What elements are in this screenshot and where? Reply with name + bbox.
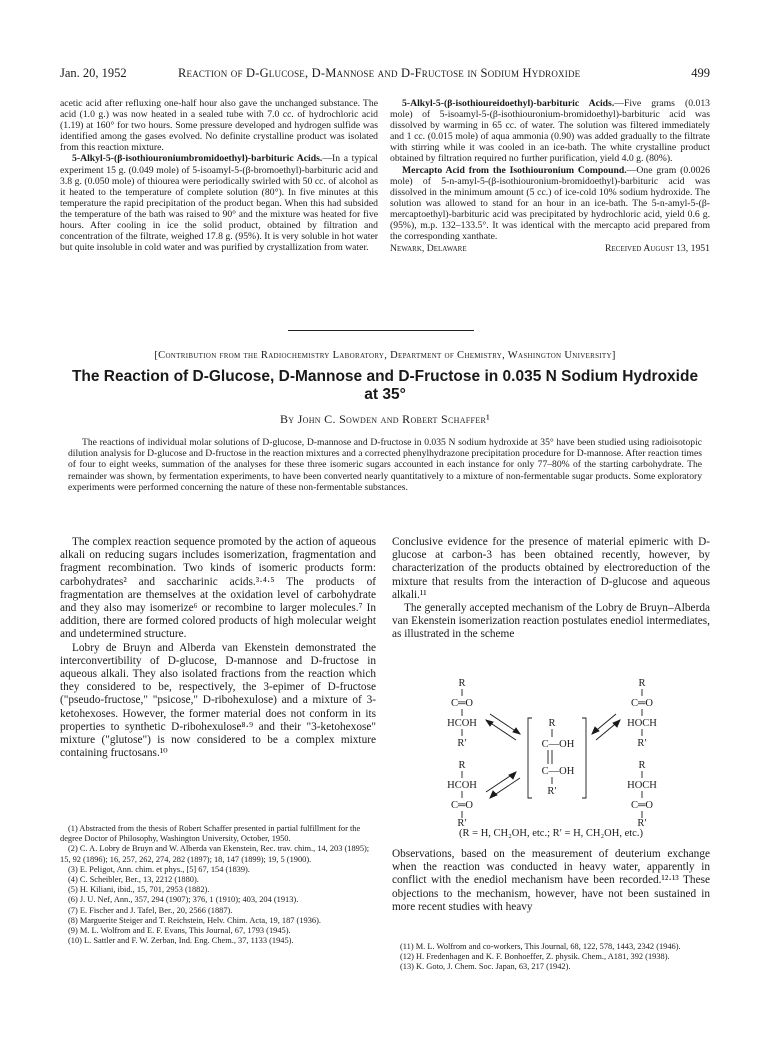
scheme-label: R: [638, 760, 646, 771]
scheme-label: R: [458, 678, 466, 689]
article-authors: By John C. Sowden and Robert Schaffer¹: [280, 412, 490, 426]
isomerization-scheme: [392, 676, 710, 839]
footnote: (8) Marguerite Steiger and T. Reichstein, Helv. Chim. Acta, 19, 187 (1936).: [68, 915, 321, 925]
paragraph: Conclusive evidence for the presence of material epimeric with D-glucose at carbon-3 has been obtained recently, however, by characterization of the products obtained by electroreduction of the mixture that results from the interaction of D-glucose and aqueous alkali.¹¹: [392, 536, 710, 601]
paragraph: acetic acid after refluxing one-half hour also gave the unchanged substance. The acid (1.0 g.) was now heated in a sealed tube with 7.0 cc. of hydrochloric acid (1.19) at 160° for two hours. Some pressure developed and hydrogen sulfide was identified among the gases evolved. No definite crystalline product was isolated from this reaction mixture.: [60, 98, 378, 154]
footnote: (9) M. L. Wolfrom and E. F. Evans, This Journal, 67, 1793 (1945).: [68, 926, 291, 936]
footnote: (10) L. Sattler and F. W. Zerban, Ind. Eng. Chem., 37, 1133 (1945).: [68, 936, 294, 946]
body-left-column: [60, 536, 376, 760]
footnote: (6) J. U. Nef, Ann., 357, 294 (1907); 376, 1 (1910); 403, 204 (1913).: [68, 895, 299, 905]
scheme-label: C═O: [450, 800, 474, 811]
signature-line: [390, 243, 710, 254]
scheme-label: R′: [637, 818, 647, 826]
footnote: (1) Abstracted from the thesis of Robert Schaffer presented in partial fulfillment for the degree Doctor of Philosophy, Washington University, October, 1950.: [60, 824, 361, 844]
footnotes-left: [60, 824, 376, 946]
scheme-label: HCOH: [447, 718, 477, 729]
footnote: (11) M. L. Wolfrom and co-workers, This Journal, 68, 122, 578, 1443, 2342 (1946).: [400, 942, 681, 951]
footnote: (5) H. Kiliani, ibid., 15, 701, 2953 (1882).: [68, 885, 210, 895]
scheme-label: R′: [457, 738, 467, 749]
page-number: 499: [691, 66, 710, 80]
scheme-label: HOCH: [627, 780, 657, 791]
section-divider: [288, 330, 474, 331]
paragraph: The complex reaction sequence promoted by the action of aqueous alkali on reducing sugars includes isomerization, fragmentation and fragment recombination. Two kinds of isomeric products form: carbohydrates² and saccharinic acids.³·⁴·⁵ The products of fragmentation are themselves at the oxidation level of carbohydrate and they also may isomerize⁶ or recombine to larger molecules.⁷ In addition, there are formed colored products of high molecular weight and undetermined structure.: [60, 536, 376, 641]
scheme-label: C═O: [450, 698, 474, 709]
scheme-label: C—OH: [541, 739, 575, 750]
scheme-caption: (R = H, CH₂OH, etc.; R′ = H, CH₂OH, etc.): [459, 828, 643, 839]
paragraph: [390, 98, 710, 165]
scheme-label: R: [638, 678, 646, 689]
paragraph: [60, 153, 378, 253]
abstract: The reactions of individual molar solutions of D-glucose, D-mannose and D-fructose in 0.035 N sodium hydroxide at 35° have been studied using radioisotopic dilution analysis for D-glucose and D-fructose in the reaction mixtures and a corrected phenylhydrazone precipitation procedure for D-mannose. After reaction times of four to eight weeks, summation of the analyses for these three isomeric sugars accounted in each instance for only 77–80% of the starting carbohydrate. The remainder was shown, by fermentation experiments, to have been converted nearly quantitatively to a mixture of non-fermentable sugar products. Some exploratory experiments were performed concerning the nature of these non-fermentable substances.: [68, 437, 702, 493]
paragraph-text: —One gram (0.0026 mole) of 5-n-amyl-5-(β-isothiouronium-bromidoethyl)-barbituric acid was dissolved in the minimum amount (5 cc.) of ice-cold 10% sodium hydroxide. The solution was allowed to stand for an hour in an ice-bath. The 5-n-amyl-5-(β-mercaptoethyl)-barbituric acid was precipitated by hydrochloric acid, yield 0.6 g. (95%), m.p. 132–133.5°. It was identical with the mercapto acid prepared from the corresponding xanthate.: [390, 164, 710, 243]
running-head: [60, 66, 710, 84]
scheme-diagram: [392, 676, 710, 826]
section-heading: Mercapto Acid from the Isothiouronium Compound.: [402, 164, 627, 176]
scheme-label: R: [458, 760, 466, 771]
scheme-label: C═O: [630, 800, 654, 811]
issue-date: Jan. 20, 1952: [60, 66, 127, 80]
location: Newark, Delaware: [390, 243, 467, 255]
scheme-label: HOCH: [627, 718, 657, 729]
title-line: The Reaction of D-Glucose, D-Mannose and D-Fructose in 0.035 N Sodium Hydroxide: [71, 368, 699, 385]
previous-article-right-column: [390, 98, 710, 254]
received-date: Received August 13, 1951: [605, 243, 710, 255]
paragraph-text: —In a typical experiment 15 g. (0.049 mole) of 5-isoamyl-5-(β-bromoethyl)-barbituric acid and 3.8 g. (0.050 mole) of thiourea were periodically swirled with 50 cc. of alcohol as it heated to the temperature of complete solution (80°). In five minutes at this temperature the rapid precipitation of the product began. When this had subsided the temperature of the bath was raised to 90° and the mixture was heated for five hours. After cooling in ice the solid product, obtained by filtration and concentration of the filtrate, weighed 17.8 g. (95%). It is very soluble in hot water but quite insoluble in cold water and was purified by crystallization from water.: [60, 153, 378, 254]
paragraph: Observations, based on the measurement of deuterium exchange when the reaction was conducted in heavy water, apparently in conflict with the enediol mechanism have been recorded.¹²·¹³ These objections to the mechanism, however, have not been sustained in more recent studies with heavy: [392, 848, 710, 913]
running-title: Reaction of D-Glucose, D-Mannose and D-Fructose in Sodium Hydroxide: [178, 66, 581, 80]
section-heading: 5-Alkyl-5-(β-isothiouroniumbromidoethyl)-barbituric Acids.: [72, 153, 323, 165]
paragraph: [390, 165, 710, 243]
body-right-column: [392, 536, 710, 642]
paragraph-text: —Five grams (0.013 mole) of 5-isoamyl-5-(β-isothiouronium-bromidoethyl)-barbituric acid was dissolved by warming in 65 cc. of water. The solution was filtered immediately and 1 cc. (0.015 mole) of aqua ammonia (0.90) was added gradually to the filtrate with stirring while it was cooled in an ice-bath. The white crystalline product obtained by filtration required no further purification, yield 4.0 g. (80%).: [390, 98, 711, 165]
scheme-label: HCOH: [447, 780, 477, 791]
footnote: (7) E. Fischer and J. Tafel, Ber., 20, 2566 (1887).: [68, 905, 233, 915]
footnote: (2) C. A. Lobry de Bruyn and W. Alberda van Ekenstein, Rec. trav. chim., 14, 203 (1895); 15, 92 (1896); 16, 257, 262, 274, 282 (1897); 18, 147 (1899); 19, 5 (1900).: [60, 844, 370, 864]
scheme-label: R′: [457, 818, 467, 826]
paragraph: Lobry de Bruyn and Alberda van Ekenstein demonstrated the interconvertibility of D-glucose, D-mannose and D-fructose in aqueous alkali. They also isolated fractions from the reaction which they considered to be, respectively, the 3-epimer of D-fructose ("pseudo-fructose," "psicose," D-ribohexulose) and a mixture of 3-ketohexoses. However, the former material does not conform in its properties to synthetic D-ribohexulose⁸·⁹ and their "3-ketohexose" mixture ("glutose") is now considered to be a complex mixture containing fructosans.¹⁰: [60, 641, 376, 760]
footnote: (3) E. Peligot, Ann. chim. et phys., [5] 67, 154 (1839).: [68, 864, 250, 874]
body-right-lower: [392, 848, 710, 914]
previous-article-left-column: [60, 98, 378, 253]
footnote: (12) H. Fredenhagen and K. F. Bonhoeffer, Z. physik. Chem., A181, 392 (1938).: [400, 952, 670, 962]
paragraph: The generally accepted mechanism of the Lobry de Bruyn–Alberda van Ekenstein isomerization reaction postulates enediol intermediates, as illustrated in the scheme: [392, 602, 710, 641]
footnote: (4) C. Scheibler, Ber., 13, 2212 (1880).: [68, 875, 199, 885]
scheme-label: R′: [547, 786, 557, 797]
scheme-label: C═O: [630, 698, 654, 709]
article-title: [60, 368, 710, 404]
scheme-label: C—OH: [541, 766, 575, 777]
footnote: (13) K. Goto, J. Chem. Soc. Japan, 63, 217 (1942).: [400, 962, 571, 972]
contribution-line: [Contribution from the Radiochemistry Laboratory, Department of Chemistry, Washington University]: [154, 350, 616, 361]
footnotes-right: [392, 942, 710, 973]
scheme-label: R′: [637, 738, 647, 749]
scheme-label: R: [548, 718, 556, 729]
title-line: at 35°: [364, 386, 406, 403]
section-heading: 5-Alkyl-5-(β-isothioureidoethyl)-barbituric Acids.: [402, 98, 615, 109]
